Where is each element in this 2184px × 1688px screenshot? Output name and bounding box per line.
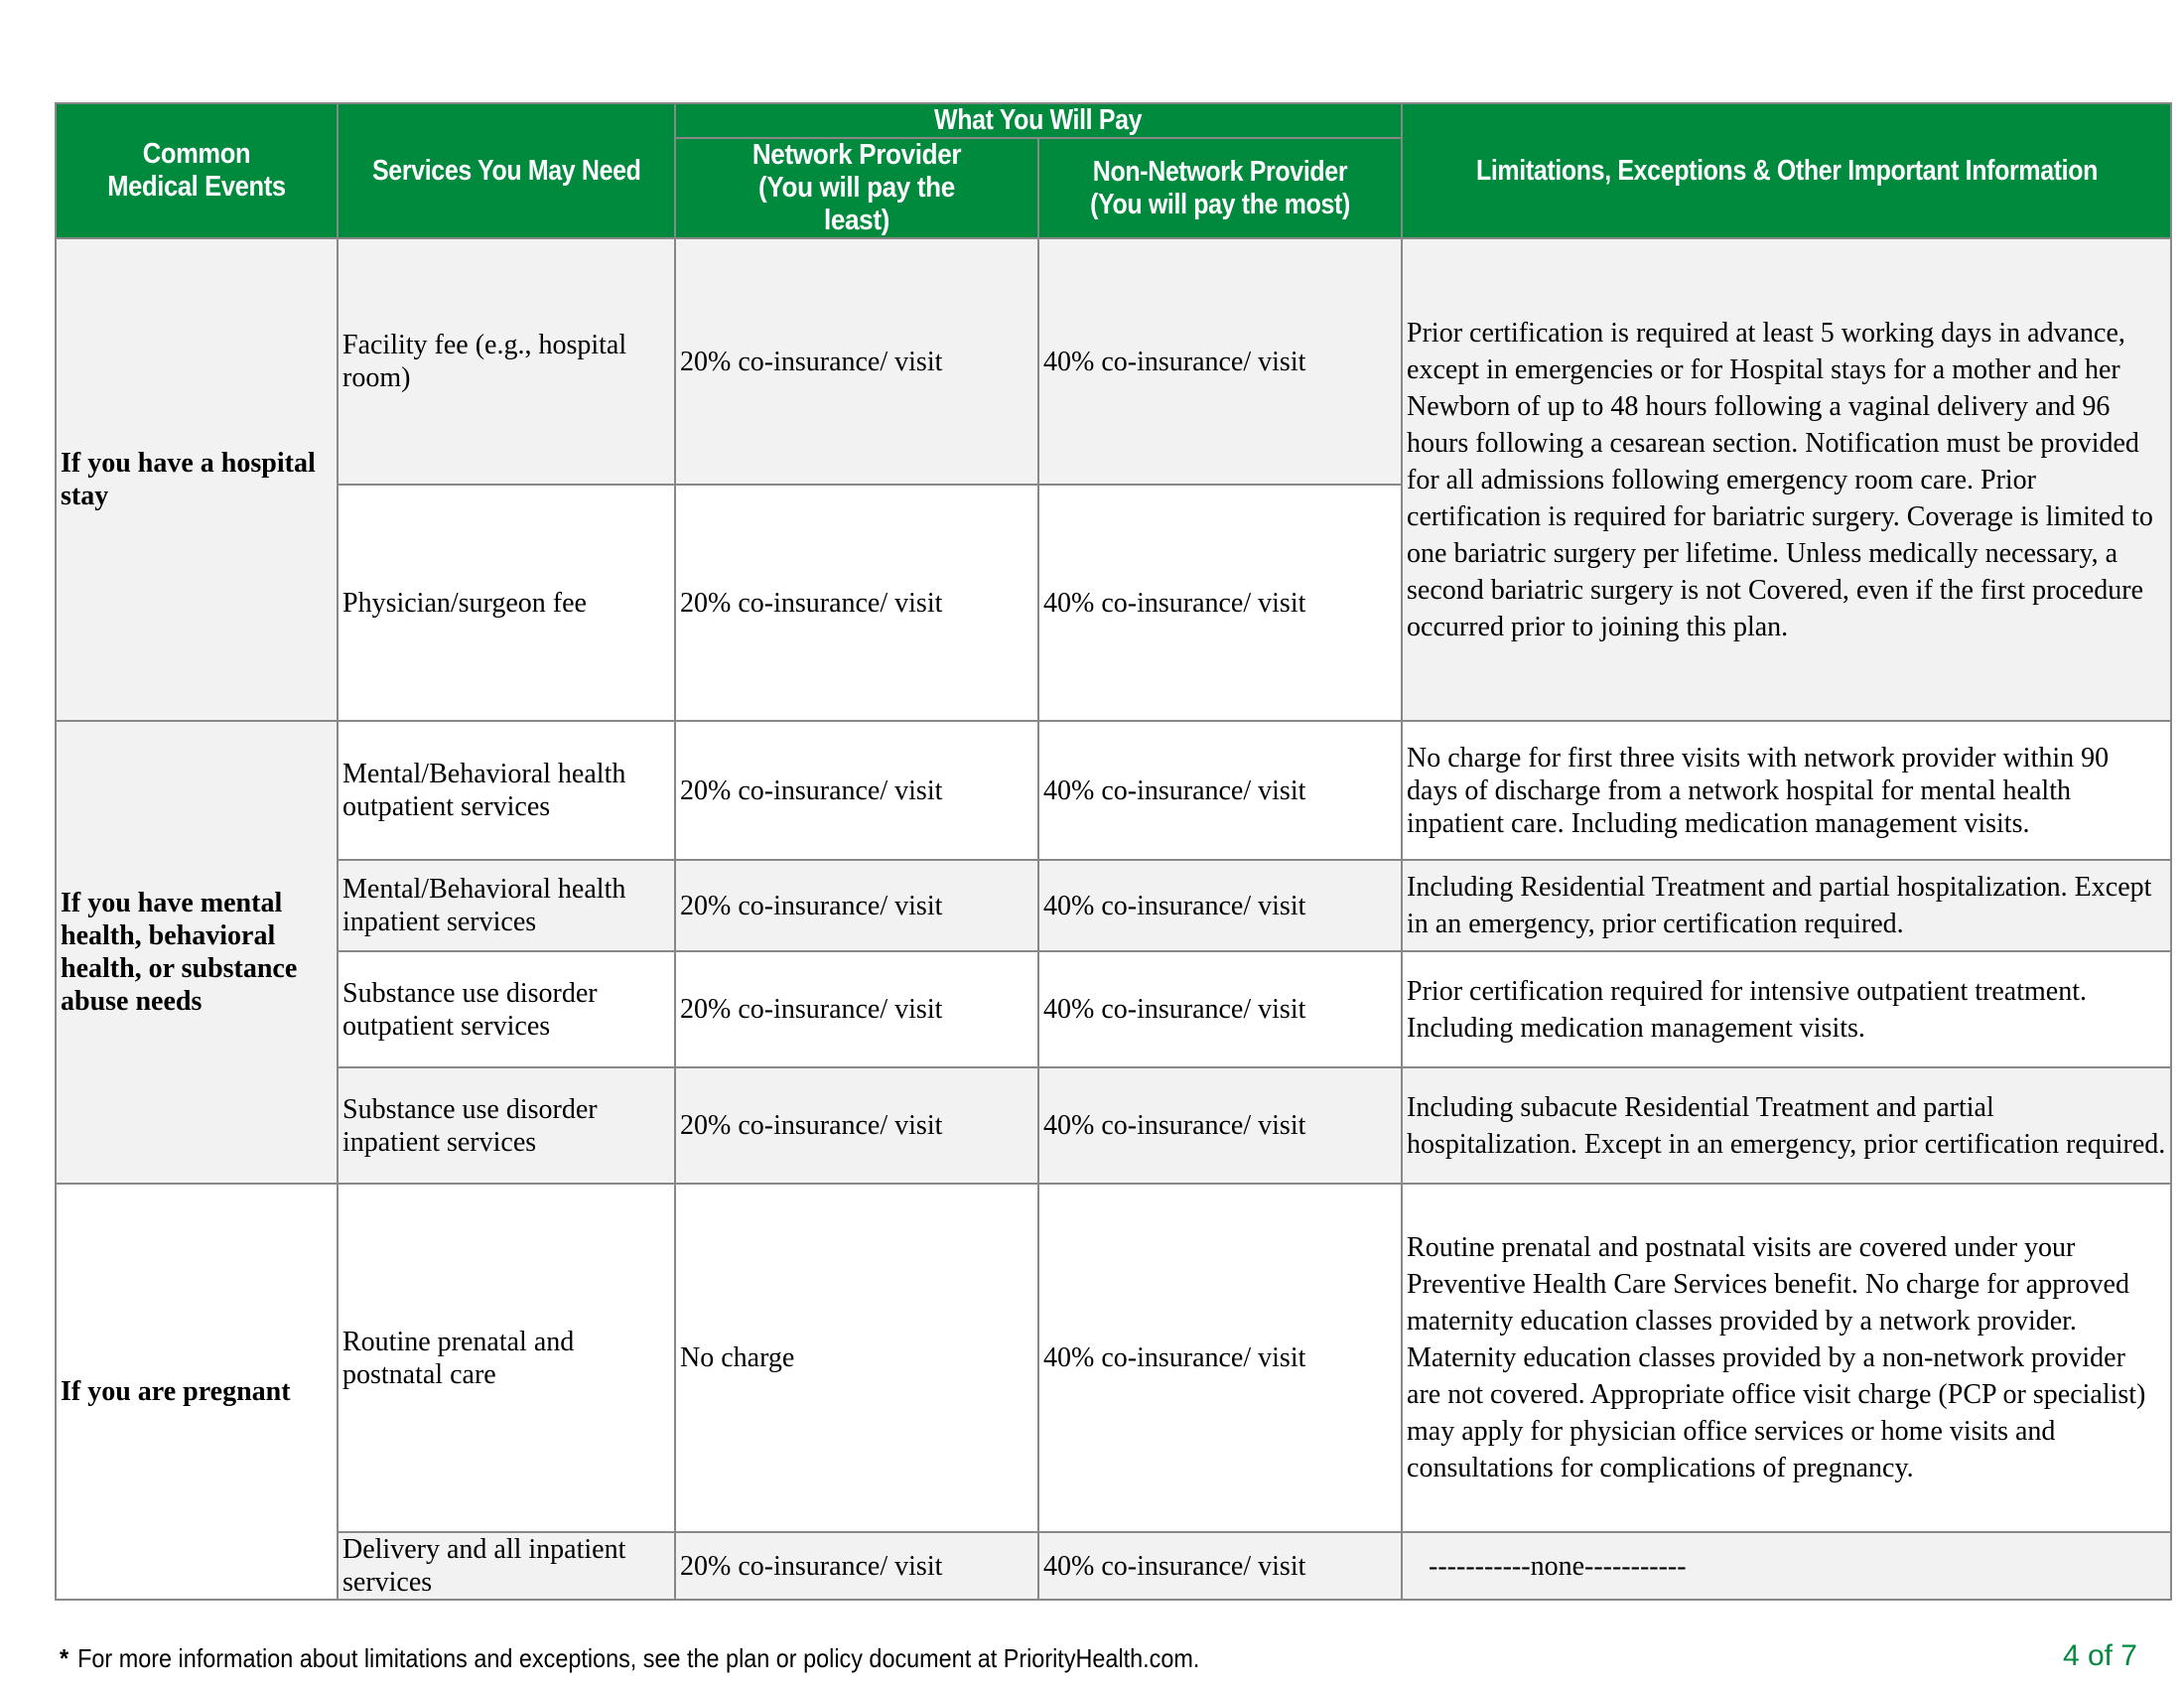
table-header bbox=[56, 103, 2171, 238]
header-non-network-provider: Non-Network Provider (You will pay the most) bbox=[1038, 138, 1402, 238]
service-cell: Substance use disorder inpatient services bbox=[338, 1067, 675, 1184]
table-row bbox=[56, 238, 2171, 485]
limitations-cell: Prior certification is required at least 5 working days in advance, except in emergencies or for Hospital stays for a mother and her Newborn of up to 48 hours following a vaginal delivery and 96 hours following a cesarean section. Notification must be provided for all admissions following emergency room care. Prior certification is required for bariatric surgery. Coverage is limited to one bariatric surgery per lifetime. Unless medically necessary, a second bariatric surgery is not Covered, even if the first procedure occurred prior to joining this plan. bbox=[1402, 238, 2171, 721]
limitations-cell: -----------none----------- bbox=[1402, 1532, 2171, 1600]
header-network-provider: Network Provider (You will pay the least) bbox=[675, 138, 1038, 238]
table-row bbox=[56, 860, 2171, 951]
header-what-you-will-pay: What You Will Pay bbox=[675, 103, 1402, 138]
limitations-cell: Including Residential Treatment and partial hospitalization. Except in an emergency, prior certification required. bbox=[1402, 860, 2171, 951]
non-network-cost-cell: 40% co-insurance/ visit bbox=[1038, 1067, 1402, 1184]
non-network-cost-cell: 40% co-insurance/ visit bbox=[1038, 721, 1402, 860]
non-network-cost-cell: 40% co-insurance/ visit bbox=[1038, 951, 1402, 1067]
service-cell: Routine prenatal and postnatal care bbox=[338, 1184, 675, 1532]
network-cost-cell: 20% co-insurance/ visit bbox=[675, 860, 1038, 951]
service-cell: Mental/Behavioral health outpatient services bbox=[338, 721, 675, 860]
header-limitations: Limitations, Exceptions & Other Important Information bbox=[1402, 103, 2171, 238]
network-cost-cell: 20% co-insurance/ visit bbox=[675, 721, 1038, 860]
page-number: 4 of 7 bbox=[2062, 1639, 2137, 1672]
event-mental-health: If you have mental health, behavioral health, or substance abuse needs bbox=[56, 721, 338, 1184]
event-pregnant: If you are pregnant bbox=[56, 1184, 338, 1600]
limitations-cell: No charge for first three visits with network provider within 90 days of discharge from a network hospital for mental health inpatient care. Including medication management visits. bbox=[1402, 721, 2171, 860]
non-network-cost-cell: 40% co-insurance/ visit bbox=[1038, 860, 1402, 951]
table-row bbox=[56, 1067, 2171, 1184]
network-cost-cell: 20% co-insurance/ visit bbox=[675, 1532, 1038, 1600]
header-services: Services You May Need bbox=[338, 103, 675, 238]
service-cell: Substance use disorder outpatient services bbox=[338, 951, 675, 1067]
table-row bbox=[56, 1184, 2171, 1532]
non-network-cost-cell: 40% co-insurance/ visit bbox=[1038, 238, 1402, 485]
footnote-asterisk: * bbox=[60, 1643, 69, 1673]
network-cost-cell: 20% co-insurance/ visit bbox=[675, 485, 1038, 721]
service-cell: Delivery and all inpatient services bbox=[338, 1532, 675, 1600]
network-cost-cell: 20% co-insurance/ visit bbox=[675, 238, 1038, 485]
service-cell: Physician/surgeon fee bbox=[338, 485, 675, 721]
limitations-cell: Including subacute Residential Treatment and partial hospitalization. Except in an emergency, prior certification required. bbox=[1402, 1067, 2171, 1184]
table-row bbox=[56, 1532, 2171, 1600]
service-cell: Facility fee (e.g., hospital room) bbox=[338, 238, 675, 485]
non-network-cost-cell: 40% co-insurance/ visit bbox=[1038, 485, 1402, 721]
table-row bbox=[56, 721, 2171, 860]
non-network-cost-cell: 40% co-insurance/ visit bbox=[1038, 1532, 1402, 1600]
network-cost-cell: 20% co-insurance/ visit bbox=[675, 951, 1038, 1067]
network-cost-cell: 20% co-insurance/ visit bbox=[675, 1067, 1038, 1184]
table-row bbox=[56, 951, 2171, 1067]
limitations-cell: Routine prenatal and postnatal visits are covered under your Preventive Health Care Services benefit. No charge for approved maternity education classes provided by a network provider. Maternity education classes provided by a non-network provider are not covered. Appropriate office visit charge (PCP or specialist) may apply for physician office services or home visits and consultations for complications of pregnancy. bbox=[1402, 1184, 2171, 1532]
footnote-text: For more information about limitations and exceptions, see the plan or policy document at PriorityHealth.com. bbox=[77, 1643, 1200, 1673]
network-cost-cell: No charge bbox=[675, 1184, 1038, 1532]
service-cell: Mental/Behavioral health inpatient services bbox=[338, 860, 675, 951]
footnote bbox=[60, 1643, 1199, 1674]
limitations-cell: Prior certification required for intensive outpatient treatment. Including medication management visits. bbox=[1402, 951, 2171, 1067]
coverage-table bbox=[55, 102, 2172, 1601]
non-network-cost-cell: 40% co-insurance/ visit bbox=[1038, 1184, 1402, 1532]
header-common-events: Common Medical Events bbox=[56, 103, 338, 238]
event-hospital-stay: If you have a hospital stay bbox=[56, 238, 338, 721]
